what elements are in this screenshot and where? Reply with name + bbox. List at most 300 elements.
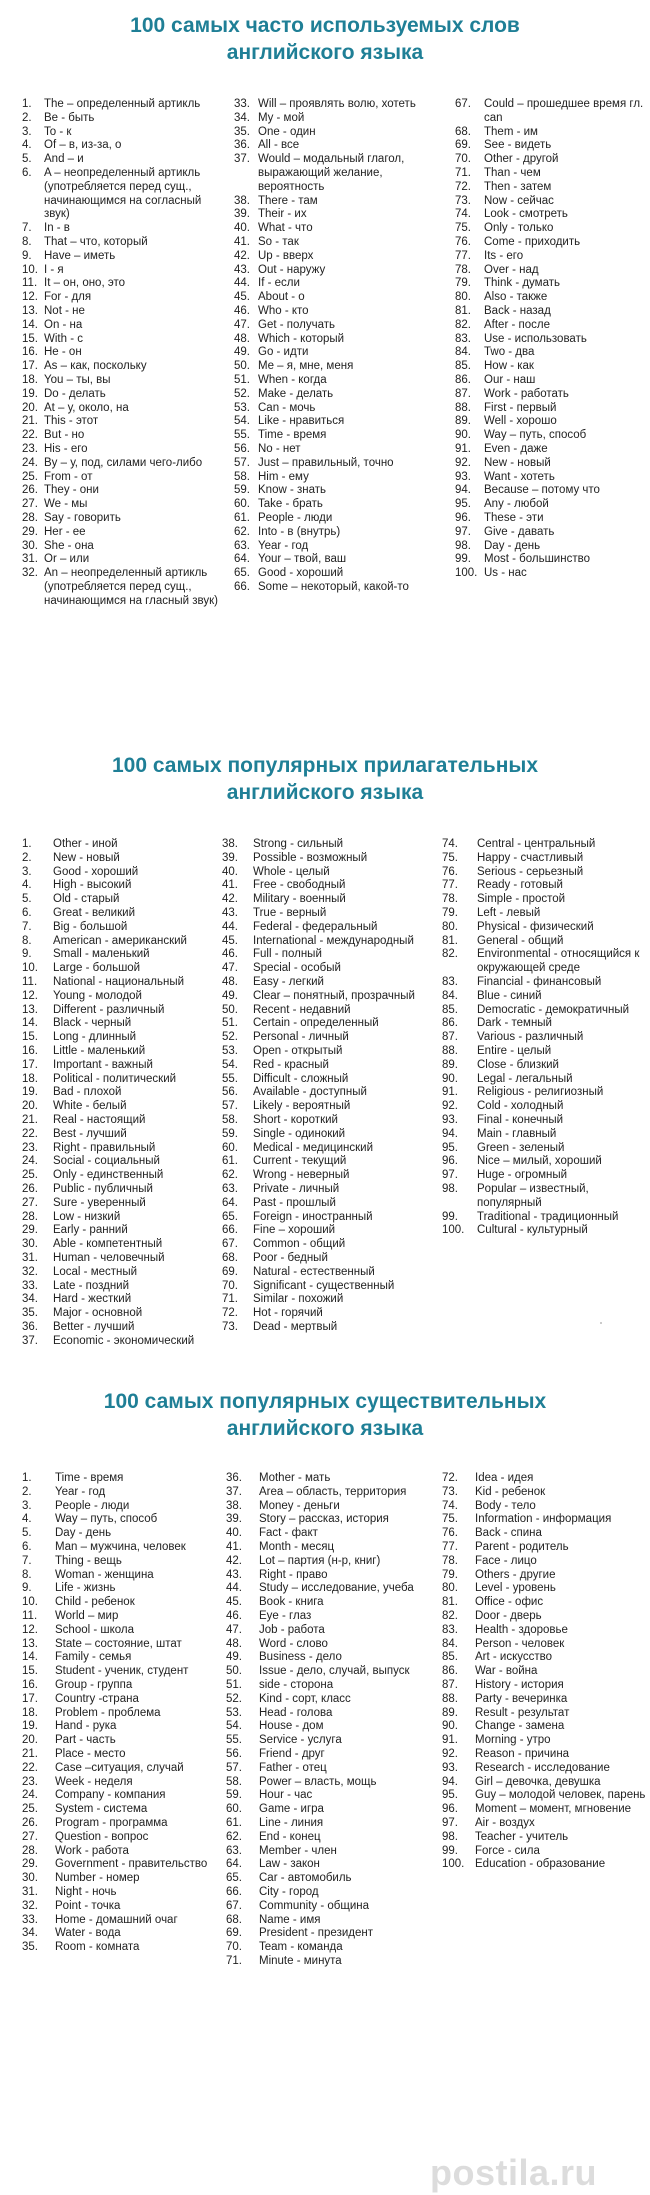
item-number: 92.: [442, 1747, 458, 1760]
item-number: 15.: [22, 332, 38, 345]
list-item: [22, 1789, 222, 1803]
section-2-title: [0, 752, 650, 806]
item-number: 85.: [442, 1003, 458, 1016]
list-item: [22, 1293, 218, 1307]
list-item: [222, 948, 438, 962]
item-number: 19.: [22, 387, 38, 400]
item-text: Low - низкий: [53, 1210, 121, 1223]
item-number: 86.: [455, 373, 471, 386]
list-item: [22, 1513, 222, 1527]
list-item: [22, 838, 218, 852]
item-text: Water - вода: [55, 1927, 121, 1940]
item-text: Health - здоровье: [475, 1623, 568, 1636]
item-number: 28.: [22, 511, 38, 524]
item-text: Economic - экономический: [53, 1334, 195, 1347]
item-number: 92.: [455, 456, 471, 469]
item-text: Old - старый: [53, 893, 120, 906]
item-text: Child - ребенок: [55, 1596, 135, 1609]
list-item: [226, 1624, 438, 1638]
item-number: 20.: [22, 1734, 38, 1747]
item-number: 63.: [226, 1844, 242, 1857]
item-text: System - система: [55, 1803, 148, 1816]
list-item: [226, 1941, 438, 1955]
list-item: [442, 1114, 648, 1128]
item-text: Friend - друг: [259, 1747, 325, 1760]
item-number: 90.: [442, 1720, 458, 1733]
item-number: 41.: [226, 1540, 242, 1553]
list-item: [22, 1693, 222, 1707]
item-text: A – неопределенный артикль (употребляется перед сущ., начинающимся на согласный звук): [44, 166, 202, 221]
item-text: Early - ранний: [53, 1224, 128, 1237]
list-item: [22, 443, 224, 457]
item-text: Physical - физический: [477, 920, 594, 933]
item-number: 67.: [226, 1899, 242, 1912]
item-number: 1.: [22, 1472, 32, 1484]
item-number: 28.: [22, 1210, 38, 1223]
item-number: 79.: [442, 1568, 458, 1581]
item-text: Medical - медицинский: [253, 1141, 374, 1154]
item-number: 100.: [455, 567, 478, 580]
item-number: 68.: [222, 1251, 238, 1264]
item-text: Now - сейчас: [484, 194, 554, 207]
item-number: 19.: [22, 1720, 38, 1733]
item-text: Parent - родитель: [475, 1540, 569, 1553]
item-text: Important - важный: [53, 1058, 153, 1071]
item-text: So - так: [258, 235, 299, 248]
item-number: 57.: [226, 1761, 242, 1774]
list-item: [442, 948, 648, 976]
item-text: Better - лучший: [53, 1320, 135, 1333]
item-number: 43.: [222, 906, 238, 919]
list-item: [442, 990, 648, 1004]
item-text: Local - местный: [53, 1265, 138, 1278]
list-item: [22, 319, 224, 333]
item-number: 57.: [222, 1100, 238, 1113]
item-number: 44.: [234, 277, 250, 290]
item-number: 67.: [222, 1238, 238, 1251]
item-number: 77.: [455, 249, 471, 262]
item-number: 69.: [226, 1927, 242, 1940]
item-number: 76.: [442, 1527, 458, 1540]
list-item: [442, 1155, 648, 1169]
item-text: High - высокий: [53, 879, 132, 892]
item-text: Be - быть: [44, 111, 95, 124]
item-number: 75.: [442, 851, 458, 864]
list-item: [442, 866, 648, 880]
list-item: [442, 1638, 647, 1652]
item-number: 24.: [22, 456, 38, 469]
item-number: 31.: [22, 1251, 38, 1264]
item-text: Back - назад: [484, 304, 551, 317]
list-item: [22, 415, 224, 429]
item-number: 51.: [226, 1678, 242, 1691]
list-item: [455, 429, 647, 443]
list-item: [442, 1073, 648, 1087]
list-item: [22, 540, 224, 554]
item-text: Service - услуга: [259, 1734, 342, 1747]
list-item: [22, 1059, 218, 1073]
list-item: [234, 264, 449, 278]
item-text: Moment – момент, мгновение: [475, 1803, 632, 1816]
item-text: American - американский: [53, 934, 187, 947]
list-item: [226, 1651, 438, 1665]
item-text: Environmental - относящийся к окружающей среде: [477, 948, 640, 975]
section-3-title-line2: английского языка: [226, 1417, 424, 1440]
item-text: Student - ученик, студент: [55, 1665, 189, 1678]
list-item: [22, 1142, 218, 1156]
item-number: 29.: [22, 525, 38, 538]
item-text: In - в: [44, 222, 70, 235]
item-text: My - мой: [258, 111, 305, 124]
item-number: 86.: [442, 1017, 458, 1030]
item-number: 97.: [442, 1816, 458, 1829]
item-text: To - к: [44, 125, 72, 138]
item-text: Also - также: [484, 291, 548, 304]
item-text: Simple - простой: [477, 893, 566, 906]
item-text: War - война: [475, 1665, 538, 1678]
item-number: 35.: [234, 125, 250, 138]
item-number: 95.: [442, 1141, 458, 1154]
item-number: 10.: [22, 962, 38, 975]
item-text: Say - говорить: [44, 511, 121, 524]
item-number: 4.: [22, 139, 32, 152]
item-text: side - сторона: [259, 1678, 334, 1691]
list-item: [22, 139, 224, 153]
item-number: 78.: [442, 1554, 458, 1567]
item-text: Your – твой, ваш: [258, 553, 347, 566]
item-number: 11.: [22, 277, 38, 290]
item-number: 48.: [222, 975, 238, 988]
item-number: 37.: [226, 1485, 242, 1498]
item-text: Right - право: [259, 1568, 328, 1581]
list-item: [442, 1086, 648, 1100]
item-text: Name - имя: [259, 1913, 321, 1926]
item-number: 57.: [234, 456, 250, 469]
item-number: 83.: [442, 975, 458, 988]
list-item: [234, 139, 449, 153]
item-number: 8.: [22, 1568, 32, 1581]
item-number: 93.: [442, 1113, 458, 1126]
item-number: 13.: [22, 1637, 38, 1650]
list-item: [22, 1017, 218, 1031]
item-text: Morning - утро: [475, 1734, 551, 1747]
item-text: After - после: [484, 318, 550, 331]
list-item: [222, 907, 438, 921]
item-number: 46.: [234, 304, 250, 317]
item-number: 90.: [442, 1072, 458, 1085]
item-text: Single - одинокий: [253, 1127, 346, 1140]
item-number: 61.: [226, 1816, 242, 1829]
item-text: End - конец: [259, 1830, 321, 1843]
item-number: 52.: [226, 1692, 242, 1705]
item-number: 54.: [234, 415, 250, 428]
item-number: 48.: [226, 1637, 242, 1650]
list-item: [222, 1307, 438, 1321]
item-number: 16.: [22, 346, 38, 359]
list-item: [234, 277, 449, 291]
item-text: But - но: [44, 429, 85, 442]
item-text: Force - сила: [475, 1844, 540, 1857]
item-text: Change - замена: [475, 1720, 565, 1733]
item-text: Money - деньги: [259, 1499, 340, 1512]
item-text: Area – область, территория: [259, 1485, 407, 1498]
item-number: 59.: [226, 1789, 242, 1802]
item-text: Word - слово: [259, 1637, 328, 1650]
item-text: Program - программа: [55, 1816, 168, 1829]
item-text: Political - политический: [53, 1072, 177, 1085]
list-item: [22, 471, 224, 485]
list-item: [22, 1086, 218, 1100]
list-item: [22, 948, 218, 962]
item-text: Religious - религиозный: [477, 1086, 604, 1099]
item-text: Art - искусство: [475, 1651, 553, 1664]
list-item: [222, 1128, 438, 1142]
item-text: Popular – известный, популярный: [477, 1182, 589, 1209]
item-number: 92.: [442, 1100, 458, 1113]
item-number: 62.: [234, 525, 250, 538]
item-number: 53.: [234, 401, 250, 414]
list-item: [22, 1307, 218, 1321]
list-item: [234, 553, 449, 567]
item-number: 52.: [222, 1031, 238, 1044]
list-item: [442, 1582, 647, 1596]
list-item: [455, 167, 647, 181]
item-number: 27.: [22, 498, 38, 511]
item-number: 55.: [234, 429, 250, 442]
list-item: [22, 1128, 218, 1142]
item-text: Car - автомобиль: [259, 1872, 352, 1885]
item-text: Man – мужчина, человек: [55, 1540, 186, 1553]
item-number: 25.: [22, 1803, 38, 1816]
item-number: 6.: [22, 906, 32, 919]
list-item: [234, 319, 449, 333]
item-text: Fine – хороший: [253, 1224, 336, 1237]
item-text: Out - наружу: [258, 263, 326, 276]
item-text: Democratic - демократичный: [477, 1003, 630, 1016]
item-text: Clear – понятный, прозрачный: [253, 989, 415, 1002]
item-text: Cultural - культурный: [477, 1224, 588, 1237]
item-number: 78.: [442, 893, 458, 906]
item-number: 37.: [22, 1334, 38, 1347]
list-item: [22, 250, 224, 264]
item-text: Which - который: [258, 332, 345, 345]
list-item: [22, 1252, 218, 1266]
item-text: President - президент: [259, 1927, 373, 1940]
list-item: [22, 1762, 222, 1776]
item-text: Long - длинный: [53, 1031, 137, 1044]
item-text: Only - единственный: [53, 1169, 164, 1182]
list-item: [222, 1031, 438, 1045]
item-number: 66.: [234, 580, 250, 593]
item-number: 96.: [455, 511, 471, 524]
list-item: [442, 1776, 647, 1790]
item-number: 26.: [22, 1816, 38, 1829]
item-text: Other - другой: [484, 153, 559, 166]
item-number: 41.: [234, 235, 250, 248]
item-text: Easy - легкий: [253, 975, 324, 988]
item-text: Short - короткий: [253, 1113, 338, 1126]
item-text: Her - ее: [44, 525, 86, 538]
list-item: [442, 1693, 647, 1707]
item-text: Like - нравиться: [258, 415, 345, 428]
item-number: 50.: [222, 1003, 238, 1016]
item-text: Recent - недавний: [253, 1003, 351, 1016]
list-item: [442, 1169, 648, 1183]
list-item: [22, 264, 224, 278]
item-number: 73.: [442, 1485, 458, 1498]
item-number: 61.: [222, 1155, 238, 1168]
item-text: Large - большой: [53, 962, 141, 975]
list-item: [222, 935, 438, 949]
item-number: 42.: [226, 1554, 242, 1567]
list-item: [442, 1831, 647, 1845]
item-text: Party - вечеринка: [475, 1692, 568, 1705]
list-item: [234, 471, 449, 485]
item-text: Certain - определенный: [253, 1017, 379, 1030]
item-text: Black - черный: [53, 1017, 132, 1030]
item-number: 85.: [455, 360, 471, 373]
item-number: 84.: [442, 989, 458, 1002]
item-number: 94.: [442, 1127, 458, 1140]
list-item: [22, 1914, 222, 1928]
item-number: 38.: [222, 838, 238, 850]
item-number: 27.: [22, 1830, 38, 1843]
item-text: She - она: [44, 539, 94, 552]
item-number: 6.: [22, 1540, 32, 1553]
list-item: [22, 1845, 222, 1859]
item-text: By – у, под, силами чего-либо: [44, 456, 203, 469]
item-number: 84.: [442, 1637, 458, 1650]
item-number: 7.: [22, 222, 32, 235]
list-item: [22, 1803, 222, 1817]
item-number: 97.: [442, 1169, 458, 1182]
item-number: 68.: [226, 1913, 242, 1926]
item-text: City - город: [259, 1885, 319, 1898]
list-item: [22, 1197, 218, 1211]
item-text: Time - время: [258, 429, 327, 442]
item-number: 69.: [455, 139, 471, 152]
list-item: [226, 1707, 438, 1721]
item-number: 22.: [22, 1127, 38, 1140]
item-number: 79.: [442, 906, 458, 919]
list-item: [226, 1789, 438, 1803]
item-text: Full - полный: [253, 948, 322, 961]
item-number: 67.: [455, 98, 471, 110]
item-number: 4.: [22, 879, 32, 892]
divider-dot: [600, 1322, 602, 1324]
item-number: 80.: [442, 920, 458, 933]
item-text: Can - мочь: [258, 401, 316, 414]
list-item: [22, 1555, 222, 1569]
list-item: [22, 1927, 222, 1941]
item-number: 1.: [22, 838, 32, 850]
list-item: [22, 1183, 218, 1197]
list-item: [222, 1280, 438, 1294]
item-text: His - его: [44, 442, 88, 455]
list-item: [22, 167, 224, 222]
list-item: [222, 852, 438, 866]
item-text: Kid - ребенок: [475, 1485, 546, 1498]
list-item: [22, 976, 218, 990]
list-item: [22, 1610, 222, 1624]
list-item: [234, 153, 449, 194]
item-number: 9.: [22, 948, 32, 961]
list-item: [226, 1914, 438, 1928]
item-number: 90.: [455, 429, 471, 442]
list-item: [226, 1817, 438, 1831]
item-text: Military - военный: [253, 893, 346, 906]
list-item: [455, 498, 647, 512]
list-item: [455, 277, 647, 291]
item-number: 3.: [22, 125, 32, 138]
list-item: [22, 1541, 222, 1555]
list-item: [455, 443, 647, 457]
item-number: 33.: [234, 98, 250, 110]
item-text: Dark - темный: [477, 1017, 552, 1030]
item-text: Woman - женщина: [55, 1568, 154, 1581]
list-item: [22, 962, 218, 976]
list-item: [22, 360, 224, 374]
list-item: [22, 457, 224, 471]
list-item: [442, 1100, 648, 1114]
item-text: I - я: [44, 263, 64, 276]
item-number: 17.: [22, 1058, 38, 1071]
item-text: Body - тело: [475, 1499, 536, 1512]
item-text: Great - великий: [53, 906, 135, 919]
item-text: Up - вверх: [258, 249, 314, 262]
list-item: [234, 415, 449, 429]
item-text: Idea - идея: [475, 1472, 534, 1484]
list-item: [442, 1651, 647, 1665]
item-text: Small - маленький: [53, 948, 150, 961]
item-number: 10.: [22, 1596, 38, 1609]
list-item: [22, 1472, 222, 1486]
item-text: History - история: [475, 1678, 564, 1691]
item-number: 14.: [22, 1651, 38, 1664]
item-number: 47.: [222, 962, 238, 975]
item-number: 15.: [22, 1031, 38, 1044]
item-text: Of – в, из-за, о: [44, 139, 122, 152]
list-item: [226, 1569, 438, 1583]
item-text: Best - лучший: [53, 1127, 127, 1140]
item-text: Day - день: [55, 1527, 112, 1540]
item-number: 87.: [455, 387, 471, 400]
list-item: [222, 1197, 438, 1211]
list-item: [222, 1238, 438, 1252]
list-item: [442, 1720, 647, 1734]
item-number: 36.: [22, 1320, 38, 1333]
item-text: Sure - уверенный: [53, 1196, 146, 1209]
list-item: [442, 852, 648, 866]
list-item: [226, 1693, 438, 1707]
list-item: [22, 346, 224, 360]
list-item: [222, 1017, 438, 1031]
item-text: Information - информация: [475, 1513, 612, 1526]
item-text: Hard - жесткий: [53, 1293, 132, 1306]
list-item: [455, 222, 647, 236]
item-text: Green - зеленый: [477, 1141, 565, 1154]
item-number: 65.: [234, 567, 250, 580]
item-text: Various - различный: [477, 1031, 584, 1044]
section-2-column-1: [22, 838, 218, 1348]
item-number: 11.: [22, 975, 38, 988]
item-number: 28.: [22, 1844, 38, 1857]
list-item: [234, 208, 449, 222]
list-item: [22, 277, 224, 291]
item-number: 82.: [442, 1609, 458, 1622]
item-text: People - люди: [258, 511, 333, 524]
item-number: 77.: [442, 879, 458, 892]
